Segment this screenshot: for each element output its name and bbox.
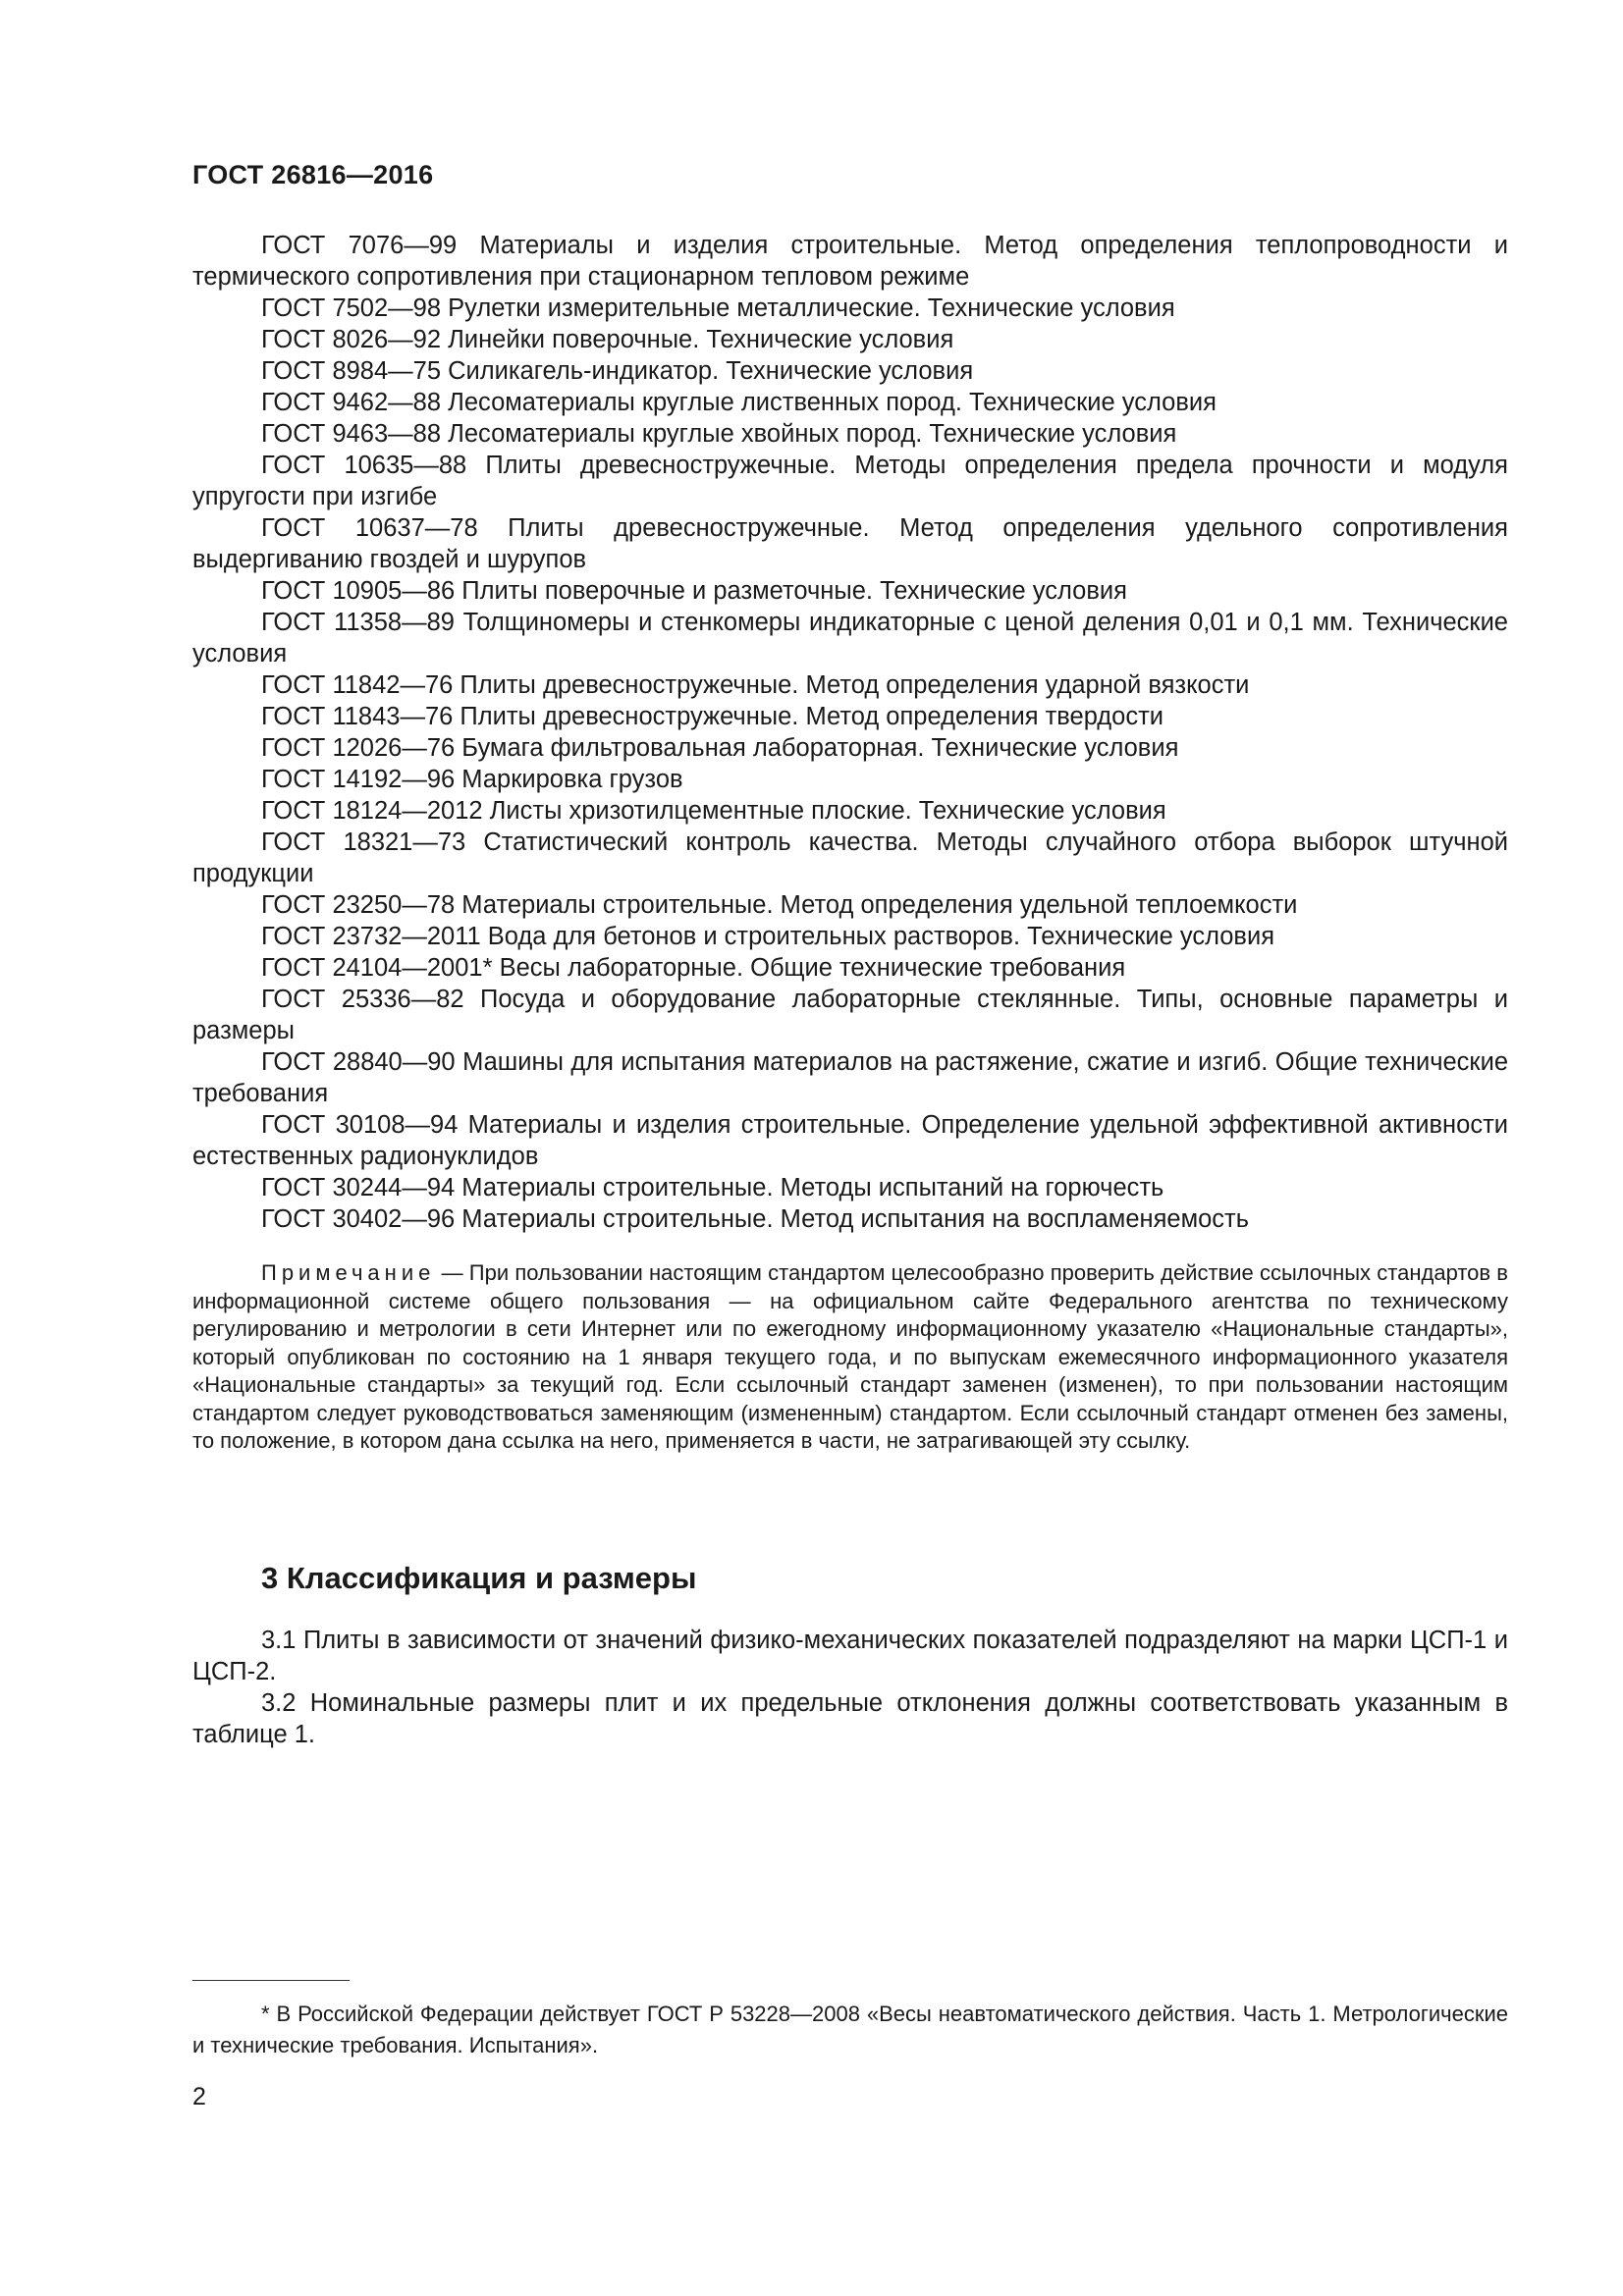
reference-item: ГОСТ 30402—96 Материалы строительные. Метод испытания на воспламеняемость (261, 1205, 1250, 1233)
reference-item: ГОСТ 18124—2012 Листы хризотилцементные плоские. Технические условия (261, 797, 1166, 825)
reference-item: ГОСТ 24104—2001* Весы лабораторные. Общие технические требования (261, 954, 1126, 982)
footnote: * В Российской Федерации действует ГОСТ Р 53228—2008 «Весы неавтоматического действия. Часть 1. Метрологические и технические требования. Испытания». (192, 2002, 1508, 2057)
reference-item: ГОСТ 30108—94 Материалы и изделия строительные. Определение удельной эффективной активности естественных радионуклидов (192, 1111, 1508, 1170)
clause-3-1: 3.1 Плиты в зависимости от значений физико-механических показателей подразделяют на марки ЦСП-1 и ЦСП-2. (192, 1627, 1508, 1685)
reference-item: ГОСТ 10905—86 Плиты поверочные и разметочные. Технические условия (261, 577, 1127, 605)
reference-item: ГОСТ 8026—92 Линейки поверочные. Технические условия (261, 326, 954, 353)
reference-item: ГОСТ 25336—82 Посуда и оборудование лабораторные стеклянные. Типы, основные параметры и размеры (192, 986, 1508, 1044)
reference-item: ГОСТ 30244—94 Материалы строительные. Методы испытаний на горючесть (261, 1174, 1164, 1201)
clause-3-2: 3.2 Номинальные размеры плит и их предельные отклонения должны соответствовать указанным в таблице 1. (192, 1689, 1508, 1748)
reference-item: ГОСТ 7076—99 Материалы и изделия строительные. Метод определения теплопроводности и термического сопротивления при стационарном тепловом режиме (192, 232, 1508, 291)
footnote-divider (192, 1980, 350, 1981)
note-text: — При пользовании настоящим стандартом целесообразно проверить действие ссылочных стандартов в информационной системе общего пользования — на официальном сайте Федерального агентства по техническому регулированию и метрологии в сети Интернет или по ежегодному информационному указателю «Национальные стандарты», который опубликован по состоянию на 1 января текущего года, и по выпускам ежемесячного информационного указателя «Национальные стандарты» за текущий год. Если ссылочный стандарт заменен (изменен), то при пользовании настоящим стандартом следует руководствоваться заменяющим (измененным) стандартом. Если ссылочный стандарт отменен без замены, то положение, в котором дана ссылка на него, применяется в части, не затрагивающей эту ссылку. (192, 1260, 1508, 1453)
note-paragraph (192, 1259, 1508, 1456)
reference-item: ГОСТ 23250—78 Материалы строительные. Метод определения удельной теплоемкости (261, 891, 1298, 919)
reference-item: ГОСТ 7502—98 Рулетки измерительные металлические. Технические условия (261, 294, 1175, 322)
reference-item: ГОСТ 10635—88 Плиты древесностружечные. Методы определения предела прочности и модуля упругости при изгибе (192, 452, 1508, 510)
note-label: Примечание (261, 1260, 436, 1285)
reference-item: ГОСТ 28840—90 Машины для испытания материалов на растяжение, сжатие и изгиб. Общие технические требования (192, 1048, 1508, 1107)
reference-item: ГОСТ 8984—75 Силикагель-индикатор. Технические условия (261, 357, 974, 385)
reference-item: ГОСТ 14192—96 Маркировка грузов (261, 766, 683, 793)
section-heading: 3 Классификация и размеры (261, 1561, 697, 1595)
page-number: 2 (192, 2083, 206, 2110)
reference-item: ГОСТ 18321—73 Статистический контроль качества. Методы случайного отбора выборок штучной продукции (192, 828, 1508, 887)
reference-item: ГОСТ 10637—78 Плиты древесностружечные. Метод определения удельного сопротивления выдергиванию гвоздей и шурупов (192, 514, 1508, 573)
reference-item: ГОСТ 11358—89 Толщиномеры и стенкомеры индикаторные с ценой деления 0,01 и 0,1 мм. Технические условия (192, 609, 1508, 667)
reference-item: ГОСТ 9463—88 Лесоматериалы круглые хвойных пород. Технические условия (261, 420, 1177, 448)
reference-item: ГОСТ 11843—76 Плиты древесностружечные. Метод определения твердости (261, 703, 1164, 730)
reference-item: ГОСТ 9462—88 Лесоматериалы круглые лиственных пород. Технические условия (261, 389, 1217, 416)
normative-references-list (192, 230, 1508, 1235)
reference-item: ГОСТ 11842—76 Плиты древесностружечные. Метод определения ударной вязкости (261, 671, 1250, 699)
reference-item: ГОСТ 23732—2011 Вода для бетонов и строительных растворов. Технические условия (261, 923, 1275, 950)
document-header: ГОСТ 26816—2016 (192, 160, 434, 189)
reference-item: ГОСТ 12026—76 Бумага фильтровальная лабораторная. Технические условия (261, 734, 1179, 762)
